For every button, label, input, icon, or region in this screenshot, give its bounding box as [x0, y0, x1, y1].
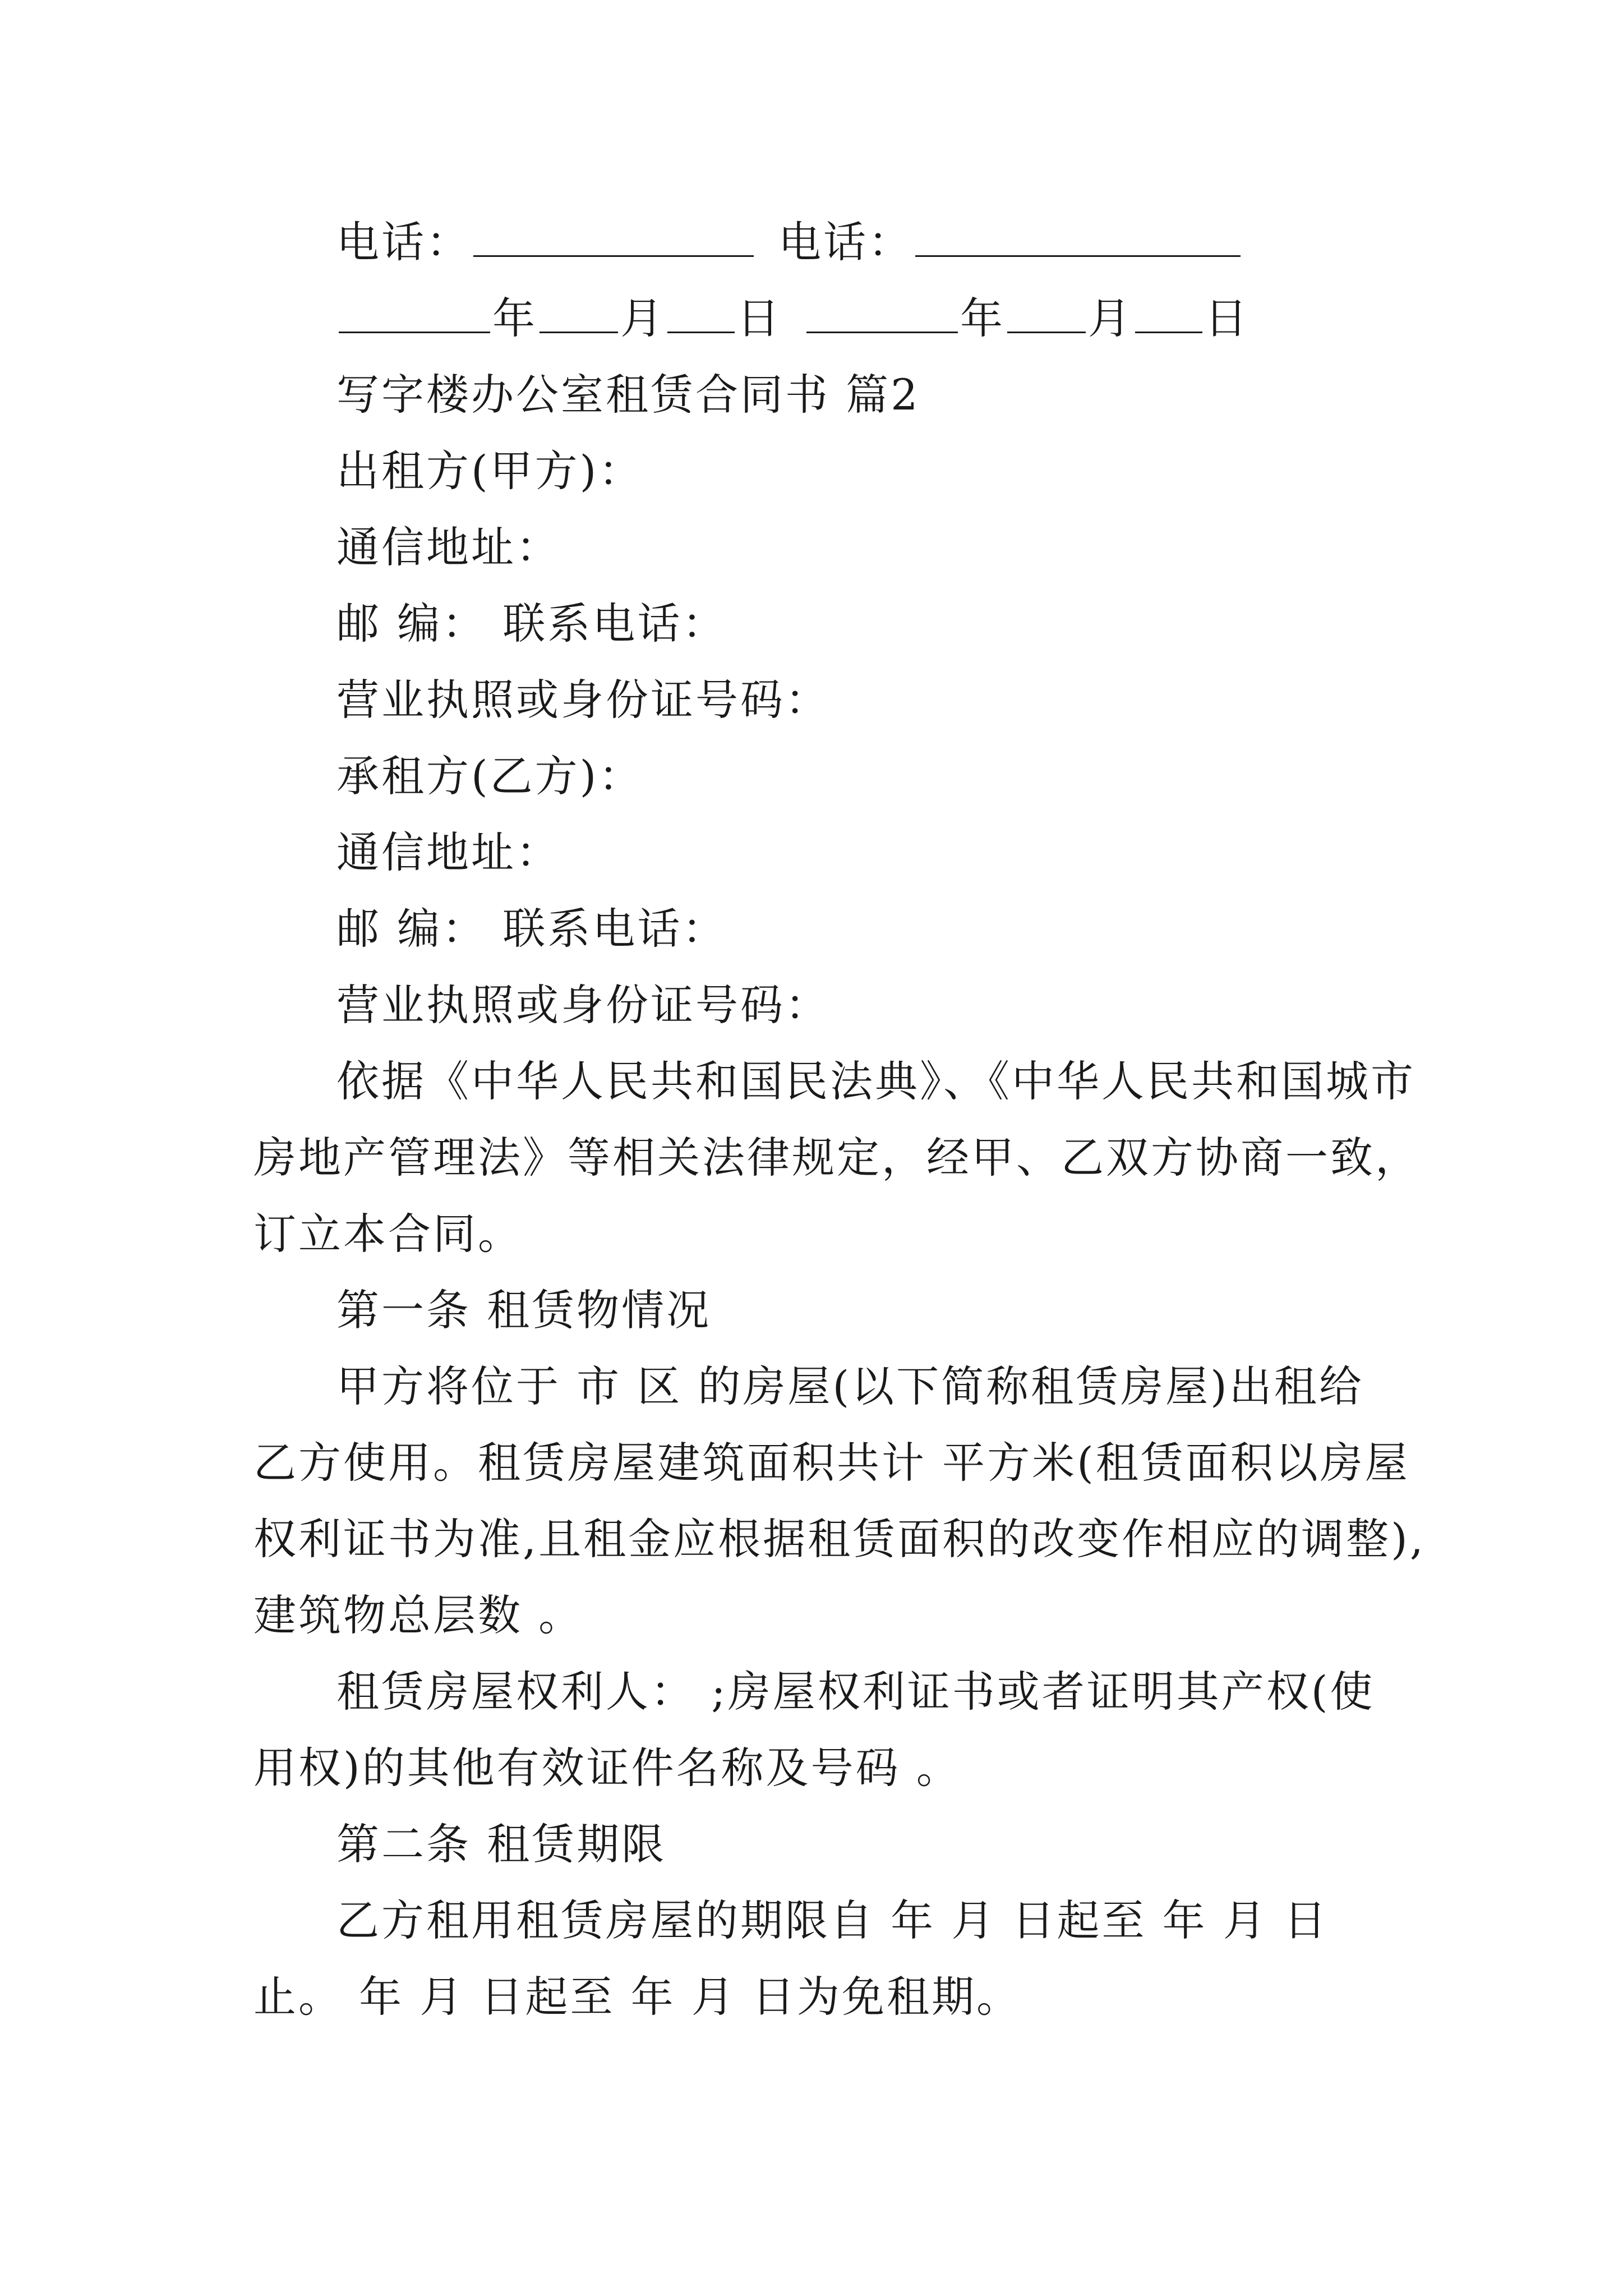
article1-p2-line-1: 租赁房屋权利人： ;房屋权利证书或者证明其产权(使	[336, 1667, 1375, 1717]
phone-label-b: 电话：	[778, 217, 913, 267]
year-blank-a	[339, 292, 490, 333]
lessee-label: 承租方(乙方)：	[336, 751, 644, 801]
lessee-license: 营业执照或身份证号码：	[336, 980, 830, 1030]
article1-p1-line-3: 权利证书为准,且租金应根据租赁面积的改变作相应的调整),	[253, 1514, 1426, 1564]
lessor-postcode-phone: 邮 编： 联系电话：	[336, 599, 727, 648]
lessor-label: 出租方(甲方)：	[336, 446, 644, 496]
article1-p1-line-1: 甲方将位于 市 区 的房屋(以下简称租赁房屋)出租给	[336, 1361, 1364, 1411]
lessee-postcode-phone: 邮 编： 联系电话：	[336, 904, 727, 954]
month-blank-a	[540, 292, 618, 333]
preamble-line-3: 订立本合同。	[253, 1209, 523, 1259]
phone-blank-b	[915, 216, 1241, 257]
document-title: 写字楼办公室租赁合同书 篇2	[336, 370, 920, 420]
phone-line	[336, 215, 1243, 269]
lessor-address: 通信地址：	[336, 522, 561, 572]
day-blank-a	[667, 292, 735, 333]
preamble-line-1: 依据《中华人民共和国民法典》、《中华人民共和国城市	[336, 1056, 1415, 1106]
article1-p2-line-2: 用权)的其他有效证件名称及号码 。	[253, 1743, 961, 1793]
phone-label-a: 电话：	[336, 217, 471, 267]
year-label-b: 年	[960, 293, 1005, 343]
day-blank-b	[1135, 292, 1202, 333]
day-label-b: 日	[1205, 293, 1249, 343]
article2-p1-line-2: 止。 年 月 日起至 年 月 日为免租期。	[253, 1972, 1021, 2022]
article1-p1-line-2: 乙方使用。租赁房屋建筑面积共计 平方米(租赁面积以房屋	[253, 1438, 1410, 1488]
date-line	[336, 292, 1249, 346]
article1-title: 第一条 租赁物情况	[336, 1285, 712, 1335]
article2-p1-line-1: 乙方租用租赁房屋的期限自 年 月 日起至 年 月 日	[336, 1895, 1329, 1945]
preamble-line-2: 房地产管理法》等相关法律规定，经甲、乙双方协商一致，	[253, 1133, 1420, 1182]
lessee-address: 通信地址：	[336, 827, 561, 877]
month-blank-b	[1007, 292, 1086, 333]
phone-blank-a	[473, 216, 754, 257]
year-blank-b	[806, 292, 958, 333]
month-label-a: 月	[620, 293, 665, 343]
year-label-a: 年	[492, 293, 537, 343]
article2-title: 第二条 租赁期限	[336, 1819, 667, 1869]
article1-p1-line-4: 建筑物总层数 。	[253, 1590, 584, 1640]
month-label-b: 月	[1088, 293, 1133, 343]
day-label-a: 日	[737, 293, 782, 343]
lessor-license: 营业执照或身份证号码：	[336, 675, 830, 725]
